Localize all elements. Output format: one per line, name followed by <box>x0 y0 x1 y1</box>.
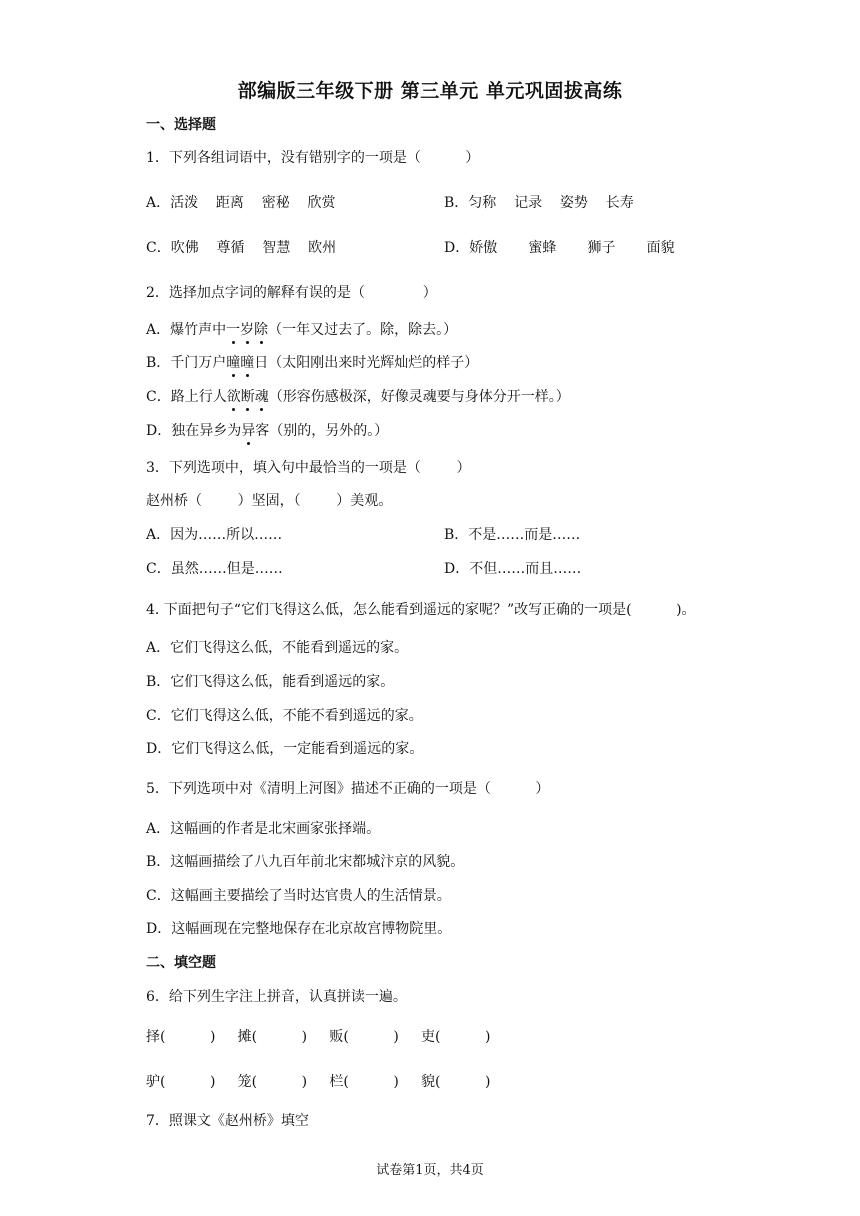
dotted-words <box>227 389 269 405</box>
dotted-char: 岁 <box>240 322 255 338</box>
dotted-char: 欲 <box>226 389 241 405</box>
dotted-char: 曈 <box>226 355 241 371</box>
question-2-option-b <box>146 352 478 372</box>
question-5-option-a: A．这幅画的作者是北宋画家张择端。 <box>146 821 381 837</box>
question-5-option-b: B．这幅画描绘了八九百年前北宋都城汴京的风貌。 <box>146 854 465 870</box>
option-prefix: D．独在异乡为 <box>146 423 242 439</box>
dotted-char: 断 <box>240 389 255 405</box>
question-1-option-a: A．活泼 距离 密秘 欣赏 <box>146 195 336 211</box>
dotted-char: 魂 <box>254 389 269 405</box>
question-6-stem: 6．给下列生字注上拼音，认真拼读一遍。 <box>146 989 407 1005</box>
question-1-option-b: B．匀称 记录 姿势 长寿 <box>444 195 634 211</box>
question-2-stem: 2．选择加点字词的解释有误的是（ ） <box>146 285 437 301</box>
question-4-option-d: D．它们飞得这么低，一定能看到遥远的家。 <box>146 741 424 757</box>
question-5-stem: 5．下列选项中对《清明上河图》描述不正确的一项是（ ） <box>146 781 550 797</box>
option-explanation: （一年又过去了。除，除去。） <box>268 322 458 338</box>
question-3-stem: 3．下列选项中，填入句中最恰当的一项是（ ） <box>146 460 471 476</box>
question-4-option-b: B．它们飞得这么低，能看到遥远的家。 <box>146 674 395 690</box>
pinyin-row-2[interactable]: 驴( ) 笼( ) 栏( ) 貌( ) <box>146 1074 491 1090</box>
section-heading-choice: 一、选择题 <box>146 117 216 133</box>
question-3-sentence: 赵州桥（ ）坚固，（ ）美观。 <box>146 493 393 509</box>
question-5-option-d: D．这幅画现在完整地保存在北京故宫博物院里。 <box>146 921 452 937</box>
question-5-option-c: C．这幅画主要描绘了当时达官贵人的生活情景。 <box>146 888 451 904</box>
section-heading-fill-blank: 二、填空题 <box>146 955 216 971</box>
question-7-stem: 7．照课文《赵州桥》填空 <box>146 1113 309 1129</box>
question-4-stem: 4. 下面把句子“它们飞得这么低，怎么能看到遥远的家呢？”改写正确的一项是( )。 <box>146 602 696 618</box>
question-2-option-d <box>146 420 388 440</box>
dotted-words <box>226 322 268 338</box>
dotted-char: 异 <box>241 423 256 439</box>
question-1-stem: 1．下列各组词语中，没有错别字的一项是（ ） <box>146 150 480 166</box>
page-title: 部编版三年级下册 第三单元 单元巩固拔高练 <box>237 80 623 102</box>
dotted-char: 除 <box>254 322 269 338</box>
dotted-char: 一 <box>226 322 241 338</box>
question-3-option-a: A．因为……所以…… <box>146 527 283 543</box>
question-3-option-c: C．虽然……但是…… <box>146 561 283 577</box>
page-footer: 试卷第1页，共4页 <box>376 1163 484 1178</box>
question-1-option-c: C．吹佛 尊循 智慧 欧州 <box>146 240 337 256</box>
option-explanation: （形容伤感极深，好像灵魂要与身体分开一样。） <box>268 389 570 405</box>
option-prefix: B．千门万户 <box>146 355 227 371</box>
question-3-option-b: B．不是……而是…… <box>444 527 581 543</box>
question-2-option-a <box>146 319 457 339</box>
question-2-option-c <box>146 386 570 406</box>
pinyin-row-1[interactable]: 择( ) 摊( ) 贩( ) 吏( ) <box>146 1029 491 1045</box>
dotted-char: 曈 <box>240 355 255 371</box>
question-4-option-a: A．它们飞得这么低，不能看到遥远的家。 <box>146 640 409 656</box>
dotted-words <box>226 355 254 371</box>
question-1-option-d: D．娇傲 蜜蜂 狮子 面貌 <box>444 240 675 256</box>
option-explanation: 客（别的，另外的。） <box>255 423 389 439</box>
option-prefix: C．路上行人 <box>146 389 227 405</box>
question-3-option-d: D．不但……而且…… <box>444 561 582 577</box>
dotted-words <box>241 423 255 439</box>
question-4-option-c: C．它们飞得这么低，不能不看到遥远的家。 <box>146 708 423 724</box>
option-prefix: A．爆竹声中 <box>146 322 227 338</box>
option-explanation: 日（太阳刚出来时光辉灿烂的样子） <box>254 355 479 371</box>
